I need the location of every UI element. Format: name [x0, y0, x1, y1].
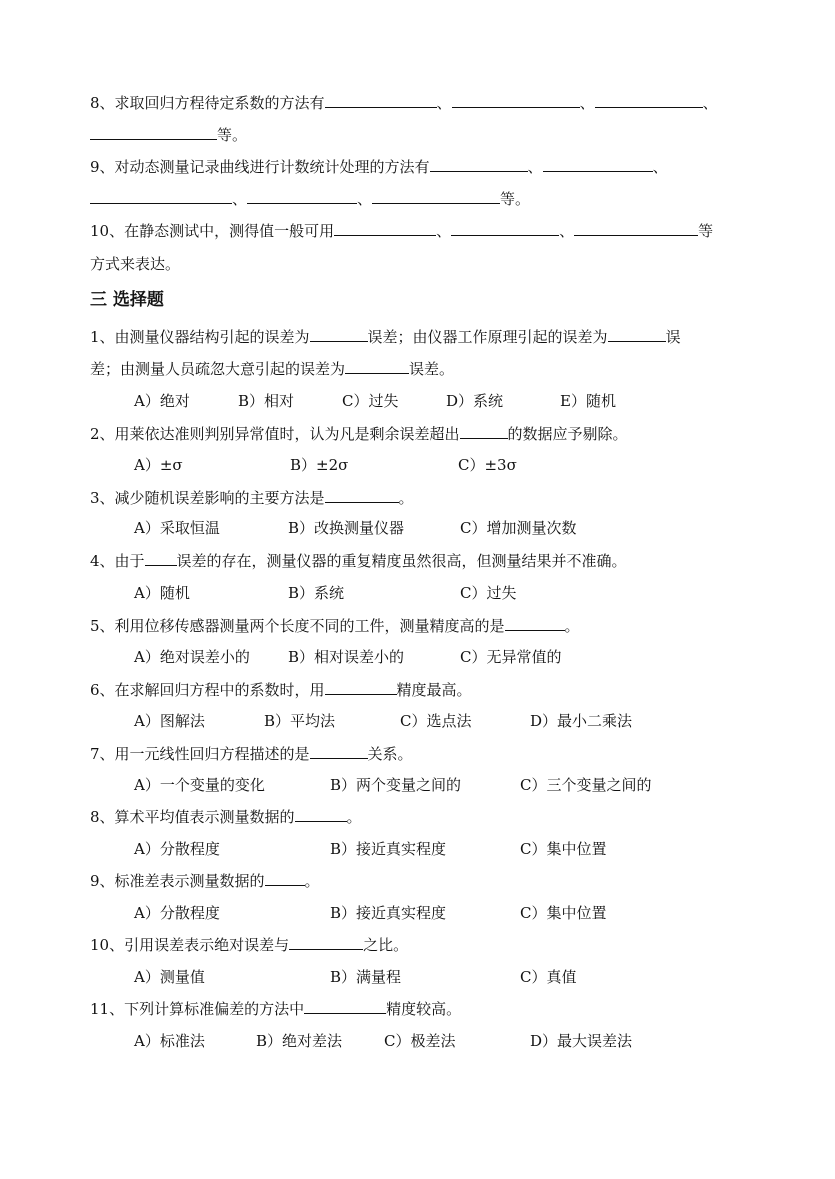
option-d[interactable]: D）最大误差法	[530, 1032, 633, 1050]
blank-line	[345, 358, 409, 374]
option-a[interactable]: A）绝对	[134, 392, 190, 410]
blank-line	[145, 550, 177, 566]
choice-q1-end: 误	[665, 328, 681, 346]
choice-q3-suffix: 。	[398, 489, 414, 507]
option-c[interactable]: C）三个变量之间的	[520, 776, 652, 794]
option-c[interactable]: C）选点法	[400, 712, 472, 730]
blank-line	[430, 156, 528, 172]
fill-q10-prefix: 10、在静态测试中，测得值一般可用	[90, 222, 335, 240]
choice-q11-suffix: 精度较高。	[386, 1000, 462, 1018]
fill-question-9-line-1	[90, 156, 668, 177]
option-b[interactable]: B）±2σ	[290, 456, 349, 474]
blank-line	[247, 188, 357, 204]
choice-q2-prefix: 2、用莱依达准则判别异常值时，认为凡是剩余误差超出	[90, 425, 460, 443]
blank-line	[90, 188, 232, 204]
blank-line	[334, 220, 436, 236]
choice-q10-suffix: 之比。	[363, 936, 409, 954]
option-c[interactable]: C）集中位置	[520, 904, 607, 922]
choice-question-1-line-1	[90, 326, 681, 347]
blank-line	[505, 615, 565, 631]
option-c[interactable]: C）无异常值的	[460, 648, 562, 666]
blank-line	[90, 124, 217, 140]
blank-line	[295, 806, 347, 822]
fill-q8-prefix: 8、求取回归方程待定系数的方法有	[90, 94, 325, 112]
option-a[interactable]: A）采取恒温	[134, 519, 220, 537]
choice-q7-suffix: 关系。	[367, 745, 413, 763]
choice-q8-prefix: 8、算术平均值表示测量数据的	[90, 808, 295, 826]
option-b[interactable]: B）接近真实程度	[330, 840, 447, 858]
option-b[interactable]: B）绝对差法	[256, 1032, 343, 1050]
blank-line	[310, 743, 368, 759]
separator: 、	[527, 158, 543, 176]
choice-q9-prefix: 9、标准差表示测量数据的	[90, 872, 265, 890]
fill-question-10-line-1	[90, 220, 713, 241]
choice-q1-line2-prefix: 差；由测量人员疏忽大意引起的误差为	[90, 360, 346, 378]
option-a[interactable]: A）测量值	[134, 968, 205, 986]
separator: 、	[436, 94, 452, 112]
choice-question-6	[90, 679, 472, 700]
option-d[interactable]: D）系统	[446, 392, 504, 410]
option-a[interactable]: A）标准法	[134, 1032, 205, 1050]
blank-line	[451, 220, 559, 236]
option-d[interactable]: D）最小二乘法	[530, 712, 633, 730]
fill-question-10-line-2	[90, 254, 180, 274]
blank-line	[265, 870, 305, 886]
blank-line	[574, 220, 698, 236]
separator: 、	[559, 222, 575, 240]
separator: 、	[702, 94, 718, 112]
choice-question-7	[90, 743, 413, 764]
separator: 、	[579, 94, 595, 112]
fill-q8-suffix: 等。	[217, 126, 248, 144]
blank-line	[543, 156, 653, 172]
choice-question-4	[90, 550, 627, 571]
option-b[interactable]: B）两个变量之间的	[330, 776, 462, 794]
fill-question-8-line-2	[90, 124, 247, 145]
blank-line	[595, 92, 703, 108]
choice-q1-prefix: 1、由测量仪器结构引起的误差为	[90, 328, 310, 346]
option-a[interactable]: A）±σ	[134, 456, 183, 474]
blank-line	[310, 326, 368, 342]
option-c[interactable]: C）±3σ	[458, 456, 517, 474]
option-b[interactable]: B）平均法	[264, 712, 336, 730]
choice-q5-suffix: 。	[564, 617, 580, 635]
choice-q7-prefix: 7、用一元线性回归方程描述的是	[90, 745, 310, 763]
choice-question-9	[90, 870, 320, 891]
blank-line	[325, 92, 437, 108]
separator: 、	[652, 158, 668, 176]
option-b[interactable]: B）接近真实程度	[330, 904, 447, 922]
choice-question-2	[90, 423, 628, 444]
choice-q2-suffix: 的数据应予剔除。	[507, 425, 628, 443]
blank-line	[460, 423, 508, 439]
option-b[interactable]: B）改换测量仪器	[288, 519, 405, 537]
choice-q6-suffix: 精度最高。	[396, 681, 472, 699]
choice-q11-prefix: 11、下列计算标准偏差的方法中	[90, 1000, 305, 1018]
option-a[interactable]: A）分散程度	[134, 840, 220, 858]
option-a[interactable]: A）绝对误差小的	[134, 648, 250, 666]
choice-q5-prefix: 5、利用位移传感器测量两个长度不同的工件，测量精度高的是	[90, 617, 505, 635]
option-c[interactable]: C）增加测量次数	[460, 519, 577, 537]
choice-q9-suffix: 。	[304, 872, 320, 890]
choice-q8-suffix: 。	[346, 808, 362, 826]
option-b[interactable]: B）系统	[288, 584, 345, 602]
option-b[interactable]: B）相对误差小的	[288, 648, 405, 666]
option-b[interactable]: B）相对	[238, 392, 295, 410]
fill-q9-suffix: 等。	[500, 190, 531, 208]
separator: 、	[232, 190, 248, 208]
blank-line	[304, 998, 386, 1014]
separator: 、	[436, 222, 452, 240]
option-a[interactable]: A）随机	[134, 584, 190, 602]
blank-line	[372, 188, 500, 204]
fill-q10-continuation: 方式来表达。	[90, 255, 181, 273]
choice-q1-suffix: 误差。	[409, 360, 455, 378]
option-c[interactable]: C）过失	[342, 392, 399, 410]
option-c[interactable]: C）集中位置	[520, 840, 607, 858]
choice-question-1-line-2	[90, 358, 454, 379]
choice-question-5	[90, 615, 580, 636]
option-c[interactable]: C）极差法	[384, 1032, 456, 1050]
fill-question-8-line-1	[90, 92, 718, 113]
choice-question-11	[90, 998, 461, 1019]
blank-line	[608, 326, 666, 342]
option-e[interactable]: E）随机	[560, 392, 616, 410]
choice-question-8	[90, 806, 362, 827]
choice-q3-prefix: 3、减少随机误差影响的主要方法是	[90, 489, 325, 507]
fill-question-9-line-2	[90, 188, 530, 209]
fill-q9-prefix: 9、对动态测量记录曲线进行计数统计处理的方法有	[90, 158, 430, 176]
option-b[interactable]: B）满量程	[330, 968, 402, 986]
option-c[interactable]: C）过失	[460, 584, 517, 602]
blank-line	[289, 934, 363, 950]
choice-q10-prefix: 10、引用误差表示绝对误差与	[90, 936, 290, 954]
blank-line	[325, 487, 399, 503]
blank-line	[452, 92, 580, 108]
option-a[interactable]: A）分散程度	[134, 904, 220, 922]
option-c[interactable]: C）真值	[520, 968, 577, 986]
choice-question-10	[90, 934, 408, 955]
section-heading: 三 选择题	[90, 290, 164, 310]
separator: 、	[357, 190, 373, 208]
fill-q10-suffix: 等	[698, 222, 714, 240]
option-a[interactable]: A）一个变量的变化	[134, 776, 265, 794]
choice-q1-middle: 误差；由仪器工作原理引起的误差为	[367, 328, 608, 346]
choice-q6-prefix: 6、在求解回归方程中的系数时，用	[90, 681, 325, 699]
option-a[interactable]: A）图解法	[134, 712, 205, 730]
blank-line	[325, 679, 397, 695]
choice-question-3	[90, 487, 414, 508]
choice-q4-suffix: 误差的存在，测量仪器的重复精度虽然很高，但测量结果并不准确。	[176, 552, 627, 570]
choice-q4-prefix: 4、由于	[90, 552, 145, 570]
